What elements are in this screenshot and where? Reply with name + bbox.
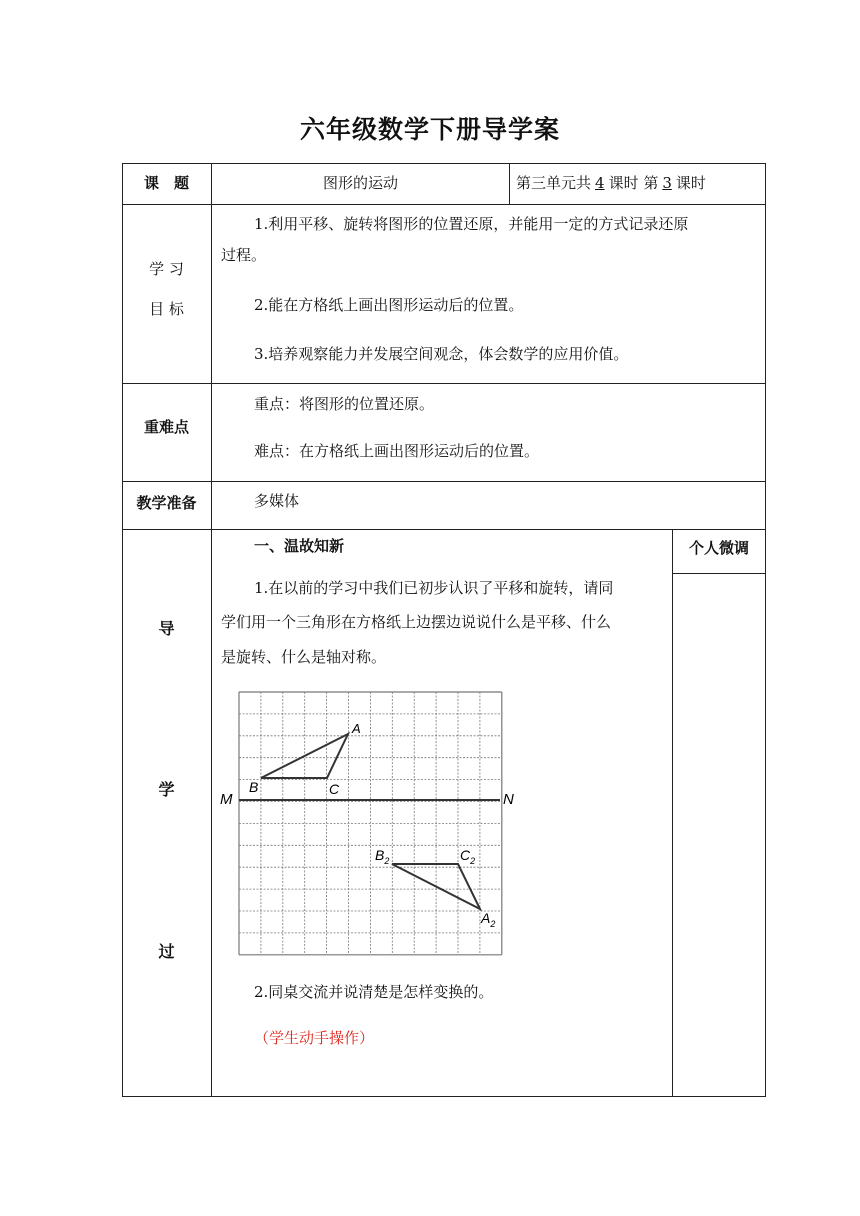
para1-line3: 是旋转、什么是轴对称。 (221, 648, 387, 666)
document-title: 六年级数学下册导学案 (299, 115, 560, 144)
section-title: 一、温故知新 (254, 537, 345, 555)
label-c2: $C_2$ (460, 847, 476, 866)
side-column-header: 个人微调 (688, 539, 749, 557)
label-n: N (503, 791, 514, 808)
lesson-suffix: 课时 (675, 174, 706, 192)
process-label-char-1: 导 (158, 619, 175, 638)
table-row-divider (122, 383, 766, 384)
preparation-label: 教学准备 (136, 494, 197, 512)
side-column-divider (672, 529, 673, 1097)
label-b2: $B_2$ (375, 847, 390, 866)
key-points-label: 重难点 (143, 418, 189, 436)
key-point: 重点：将图形的位置还原。 (254, 395, 435, 413)
process-label-char-3: 过 (158, 942, 175, 961)
table-row-divider (122, 481, 766, 482)
label-c: C (329, 781, 340, 797)
label-m: M (220, 791, 233, 808)
grid-figure (215, 688, 515, 958)
triangle-abc (261, 734, 348, 778)
table-row-divider (122, 529, 766, 530)
preparation-value: 多媒体 (254, 492, 300, 510)
objective-3: 3.培养观察能力并发展空间观念，体会数学的应用价值。 (254, 345, 629, 363)
table-border-top (122, 163, 766, 164)
label-b: B (249, 779, 259, 795)
objectives-label-line1: 学 习 (149, 260, 184, 278)
para1-line2: 学们用一个三角形在方格纸上边摆边说说什么是平移、什么 (221, 613, 612, 631)
table-row-divider (122, 204, 766, 205)
table-border-bottom (122, 1096, 766, 1097)
square-grid (239, 692, 502, 955)
difficult-point: 难点：在方格纸上画出图形运动后的位置。 (254, 442, 540, 460)
objective-1-cont: 过程。 (221, 246, 267, 264)
label-a: A (352, 721, 361, 736)
para1-line1: 1.在以前的学习中我们已初步认识了平移和旋转，请同 (254, 579, 614, 597)
process-label-char-2: 学 (158, 780, 175, 799)
objective-2: 2.能在方格纸上画出图形运动后的位置。 (254, 296, 524, 314)
objectives-label-line2: 目 标 (149, 300, 184, 318)
table-label-column-divider (211, 163, 212, 1097)
para2: 2.同桌交流并说清楚是怎样变换的。 (254, 983, 494, 1001)
table-border-right (765, 163, 766, 1097)
total-lessons: 4 (595, 174, 605, 192)
side-header-divider (672, 573, 766, 574)
lesson-mid: 课时 第 (608, 174, 659, 192)
objective-1: 1.利用平移、旋转将图形的位置还原，并能用一定的方式记录还原 (254, 215, 689, 233)
lesson-count (516, 172, 706, 193)
label-a2: $A_2$ (481, 910, 496, 929)
student-operation-note: （学生动手操作） (254, 1029, 375, 1047)
unit-prefix: 第三单元共 (516, 174, 592, 192)
current-lesson: 3 (662, 174, 672, 192)
topic-label: 课 题 (143, 174, 189, 192)
topic-unit-divider (509, 163, 510, 204)
topic-value: 图形的运动 (322, 174, 398, 192)
